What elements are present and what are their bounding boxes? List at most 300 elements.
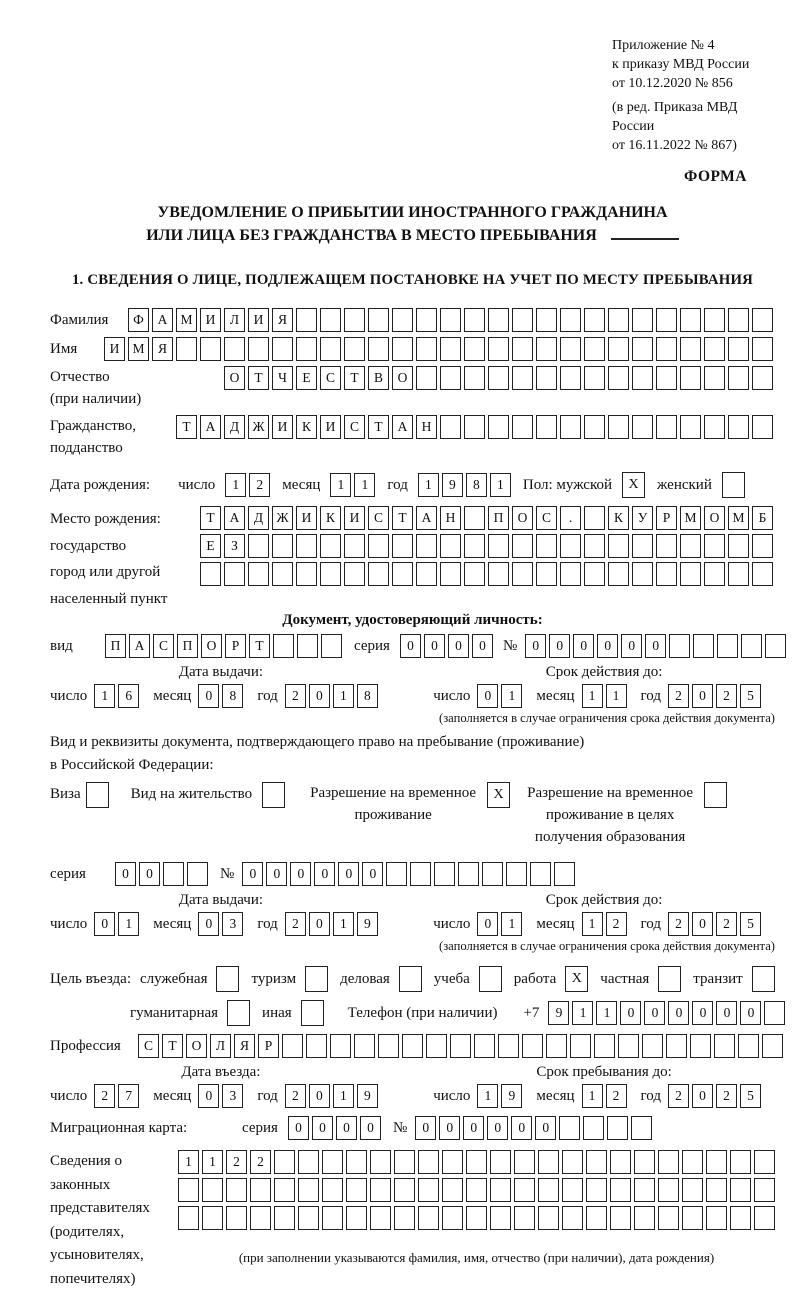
char-cell	[488, 562, 509, 586]
char-cell	[560, 562, 581, 586]
char-cell: 1	[477, 1084, 498, 1108]
char-cell	[610, 1206, 631, 1230]
char-cell	[296, 562, 317, 586]
identity-issue-date	[50, 684, 392, 708]
char-cell	[618, 1034, 639, 1058]
char-cell: 2	[285, 684, 306, 708]
citizenship-label	[50, 415, 176, 459]
char-cell	[466, 1150, 487, 1174]
char-cell	[226, 1178, 247, 1202]
char-cell: А	[152, 308, 173, 332]
char-cell: 0	[266, 862, 287, 886]
char-cell: К	[608, 506, 629, 530]
char-cell	[442, 1150, 463, 1174]
char-cell: 9	[501, 1084, 522, 1108]
residence-intro-line2: в Российской Федерации:	[50, 757, 775, 774]
char-cell: 0	[692, 684, 713, 708]
char-cell	[632, 562, 653, 586]
char-cell	[506, 862, 527, 886]
char-cell	[322, 1206, 343, 1230]
char-cell	[320, 534, 341, 558]
char-cell: Ф	[128, 308, 149, 332]
char-cell: 0	[115, 862, 136, 886]
char-cell	[586, 1150, 607, 1174]
char-cell	[584, 308, 605, 332]
residence-intro-line1: Вид и реквизиты документа, подтверждающего право на пребывание (проживание)	[50, 734, 775, 751]
char-cell: О	[512, 506, 533, 530]
char-cell: 0	[477, 684, 498, 708]
char-cell	[608, 415, 629, 439]
char-cell	[608, 308, 629, 332]
char-cell: Т	[248, 366, 269, 390]
char-cell: Р	[656, 506, 677, 530]
annex-note	[612, 36, 775, 155]
char-cell	[512, 337, 533, 361]
char-cell: Т	[162, 1034, 183, 1058]
representatives-boxes-row3	[178, 1206, 775, 1230]
char-cell: Р	[258, 1034, 279, 1058]
char-cell: А	[200, 415, 221, 439]
char-cell: 0	[645, 634, 666, 658]
char-cell: 6	[118, 684, 139, 708]
char-cell	[402, 1034, 423, 1058]
char-cell	[346, 1178, 367, 1202]
char-cell	[730, 1178, 751, 1202]
char-cell: Б	[752, 506, 773, 530]
residence-permit-checkbox	[262, 782, 285, 808]
char-cell	[474, 1034, 495, 1058]
char-cell	[594, 1034, 615, 1058]
representatives-boxes-row1	[178, 1150, 775, 1174]
char-cell	[559, 1116, 580, 1140]
identity-issue-col	[50, 664, 392, 726]
year-label: год	[641, 912, 661, 936]
char-cell	[274, 1178, 295, 1202]
char-cell: И	[296, 506, 317, 530]
char-cell	[634, 1150, 655, 1174]
char-cell	[512, 366, 533, 390]
char-cell	[584, 337, 605, 361]
char-cell: 9	[357, 912, 378, 936]
residence-permit-option	[131, 782, 285, 808]
char-cell: 2	[606, 1084, 627, 1108]
char-cell	[680, 337, 701, 361]
char-cell	[562, 1178, 583, 1202]
char-cell: 0	[692, 1001, 713, 1025]
char-cell	[250, 1206, 271, 1230]
char-cell: 0	[549, 634, 570, 658]
char-cell	[176, 337, 197, 361]
char-cell	[368, 562, 389, 586]
char-cell: 1	[94, 684, 115, 708]
char-cell	[656, 308, 677, 332]
char-cell	[560, 366, 581, 390]
char-cell: 2	[668, 912, 689, 936]
representatives-label-line: Сведения о	[50, 1150, 178, 1174]
doc-kind-boxes	[105, 634, 342, 658]
char-cell	[488, 308, 509, 332]
char-cell: 2	[716, 684, 737, 708]
char-cell	[642, 1034, 663, 1058]
migration-number-label: №	[393, 1116, 407, 1140]
char-cell: 1	[202, 1150, 223, 1174]
year-label: год	[641, 684, 661, 708]
residence-number-label: №	[220, 862, 234, 886]
char-cell	[392, 308, 413, 332]
residence-valid-heading: Срок действия до:	[433, 892, 775, 909]
stay-year	[668, 1084, 761, 1108]
char-cell: 5	[740, 684, 761, 708]
representatives-labels	[50, 1150, 178, 1291]
char-cell: X	[622, 472, 645, 498]
identity-issue-year	[285, 684, 378, 708]
char-cell	[298, 1150, 319, 1174]
residence-valid-month	[582, 912, 627, 936]
entry-date-heading: Дата въезда:	[50, 1064, 392, 1081]
char-cell	[440, 534, 461, 558]
representatives-caption: (при заполнении указываются фамилия, имя, отчество (при наличии), дата рождения)	[178, 1250, 775, 1266]
char-cell: П	[105, 634, 126, 658]
page-title-line2	[50, 224, 775, 247]
char-cell: 1	[501, 912, 522, 936]
citizenship-label-line1: Гражданство,	[50, 418, 136, 434]
char-cell	[282, 1034, 303, 1058]
birth-place-boxes-row1	[200, 506, 773, 530]
char-cell: 0	[535, 1116, 556, 1140]
doc-series-label: серия	[354, 634, 390, 658]
char-cell	[418, 1150, 439, 1174]
char-cell	[200, 337, 221, 361]
char-cell	[583, 1116, 604, 1140]
identity-valid-note: (заполняется в случае ограничения срока действия документа)	[433, 711, 775, 726]
sex-female-label: женский	[657, 473, 712, 497]
char-cell	[248, 562, 269, 586]
char-cell	[717, 634, 738, 658]
char-cell	[608, 534, 629, 558]
identity-issue-month	[198, 684, 243, 708]
profession-boxes	[138, 1034, 783, 1058]
annex-line: Приложение № 4	[612, 36, 775, 55]
visa-option	[50, 782, 109, 808]
char-cell	[399, 966, 422, 992]
char-cell	[656, 337, 677, 361]
char-cell	[560, 337, 581, 361]
char-cell	[584, 506, 605, 530]
residence-series-label: серия	[50, 862, 105, 886]
char-cell: 1	[606, 684, 627, 708]
representatives-boxes	[178, 1150, 775, 1291]
char-cell	[368, 337, 389, 361]
char-cell	[416, 534, 437, 558]
char-cell: Т	[200, 506, 221, 530]
char-cell	[416, 366, 437, 390]
char-cell: 0	[309, 1084, 330, 1108]
char-cell	[607, 1116, 628, 1140]
char-cell	[512, 415, 533, 439]
char-cell: 0	[740, 1001, 761, 1025]
stay-until-col	[433, 1064, 775, 1108]
visa-label: Виза	[50, 782, 81, 806]
char-cell: 0	[525, 634, 546, 658]
char-cell: Ж	[272, 506, 293, 530]
char-cell: 0	[644, 1001, 665, 1025]
char-cell	[608, 337, 629, 361]
char-cell	[669, 634, 690, 658]
char-cell: 9	[548, 1001, 569, 1025]
purpose-other-label: иная	[262, 1001, 292, 1025]
char-cell: 0	[448, 634, 469, 658]
char-cell	[634, 1206, 655, 1230]
char-cell	[273, 634, 294, 658]
char-cell	[440, 415, 461, 439]
purpose-private-checkbox	[658, 966, 681, 992]
purpose-tourism-label: туризм	[251, 967, 296, 991]
char-cell	[178, 1206, 199, 1230]
char-cell	[680, 308, 701, 332]
char-cell: С	[320, 366, 341, 390]
patronymic-row	[50, 366, 775, 410]
identity-doc-dates	[50, 664, 775, 726]
char-cell: 1	[582, 684, 603, 708]
char-cell: 0	[312, 1116, 333, 1140]
patronymic-boxes	[224, 366, 773, 390]
profession-label: Профессия	[50, 1034, 138, 1058]
char-cell: 0	[336, 1116, 357, 1140]
char-cell	[728, 308, 749, 332]
char-cell: М	[728, 506, 749, 530]
char-cell: А	[392, 415, 413, 439]
month-label: месяц	[536, 912, 574, 936]
char-cell	[632, 415, 653, 439]
char-cell	[631, 1116, 652, 1140]
char-cell	[680, 415, 701, 439]
purpose-work-checkbox	[565, 966, 588, 992]
temp-residence-edu-label: Разрешение на временное проживание в целях получения образования	[526, 782, 694, 848]
day-label: число	[433, 684, 470, 708]
char-cell: Л	[224, 308, 245, 332]
char-cell	[368, 308, 389, 332]
char-cell	[730, 1150, 751, 1174]
char-cell: А	[129, 634, 150, 658]
char-cell	[656, 366, 677, 390]
char-cell: 2	[606, 912, 627, 936]
char-cell: 1	[490, 473, 511, 497]
char-cell: 1	[178, 1150, 199, 1174]
char-cell: 0	[314, 862, 335, 886]
forma-label: ФОРМА	[50, 168, 747, 186]
char-cell	[658, 1150, 679, 1174]
char-cell: С	[536, 506, 557, 530]
char-cell	[752, 308, 773, 332]
char-cell: 0	[716, 1001, 737, 1025]
char-cell	[693, 634, 714, 658]
char-cell: 0	[360, 1116, 381, 1140]
given-name-label: Имя	[50, 337, 104, 361]
char-cell: 2	[716, 1084, 737, 1108]
sex-label: Пол: мужской	[523, 473, 612, 497]
char-cell: 0	[242, 862, 263, 886]
char-cell	[416, 562, 437, 586]
month-label: месяц	[536, 1084, 574, 1108]
identity-valid-day	[477, 684, 522, 708]
char-cell: Д	[224, 415, 245, 439]
char-cell	[704, 534, 725, 558]
identity-valid-month	[582, 684, 627, 708]
phone-label: Телефон (при наличии)	[348, 1001, 498, 1025]
char-cell: 1	[354, 473, 375, 497]
profession-row	[50, 1034, 775, 1058]
char-cell: 8	[466, 473, 487, 497]
char-cell	[392, 337, 413, 361]
purpose-business-checkbox	[399, 966, 422, 992]
doc-series-boxes	[400, 634, 493, 658]
char-cell: 0	[668, 1001, 689, 1025]
char-cell	[536, 534, 557, 558]
char-cell	[378, 1034, 399, 1058]
char-cell	[536, 415, 557, 439]
char-cell: 1	[225, 473, 246, 497]
migration-series-boxes	[288, 1116, 381, 1140]
char-cell	[354, 1034, 375, 1058]
day-label: число	[433, 1084, 470, 1108]
char-cell: Л	[210, 1034, 231, 1058]
char-cell: 3	[222, 1084, 243, 1108]
year-label: год	[641, 1084, 661, 1108]
doc-number-label: №	[503, 634, 517, 658]
char-cell: 3	[222, 912, 243, 936]
annex-edit-line: от 16.11.2022 № 867)	[612, 136, 775, 155]
doc-kind-label: вид	[50, 634, 105, 658]
char-cell	[320, 337, 341, 361]
char-cell: Я	[234, 1034, 255, 1058]
residence-issue-date	[50, 912, 392, 936]
temp-residence-edu-checkbox	[704, 782, 727, 808]
char-cell: 0	[309, 684, 330, 708]
char-cell: Ч	[272, 366, 293, 390]
patronymic-label	[50, 366, 224, 410]
identity-issue-day	[94, 684, 139, 708]
day-label: число	[50, 684, 87, 708]
char-cell: Я	[152, 337, 173, 361]
residence-issue-year	[285, 912, 378, 936]
char-cell: 2	[249, 473, 270, 497]
residence-issue-heading: Дата выдачи:	[50, 892, 392, 909]
char-cell: Ж	[248, 415, 269, 439]
birth-place-boxes-row3	[200, 562, 773, 586]
char-cell	[416, 337, 437, 361]
char-cell	[728, 337, 749, 361]
char-cell	[706, 1178, 727, 1202]
char-cell	[536, 337, 557, 361]
char-cell	[634, 1178, 655, 1202]
char-cell: 0	[620, 1001, 641, 1025]
char-cell: К	[296, 415, 317, 439]
char-cell	[305, 966, 328, 992]
char-cell	[730, 1206, 751, 1230]
purpose-business-label: деловая	[340, 967, 390, 991]
char-cell	[658, 966, 681, 992]
char-cell	[394, 1206, 415, 1230]
char-cell: 0	[621, 634, 642, 658]
purpose-private-label: частная	[600, 967, 649, 991]
char-cell: 1	[582, 1084, 603, 1108]
residence-valid-note: (заполняется в случае ограничения срока действия документа)	[433, 939, 775, 954]
char-cell: 0	[309, 912, 330, 936]
char-cell	[464, 415, 485, 439]
purpose-tourism-checkbox	[305, 966, 328, 992]
birth-month-boxes	[330, 473, 375, 497]
page-title-line2-text: ИЛИ ЛИЦА БЕЗ ГРАЖДАНСТВА В МЕСТО ПРЕБЫВАНИЯ	[146, 227, 597, 244]
char-cell: О	[392, 366, 413, 390]
char-cell: З	[224, 534, 245, 558]
char-cell: 1	[118, 912, 139, 936]
birth-place-boxes	[200, 506, 773, 590]
birth-place-labels	[50, 506, 200, 612]
char-cell	[704, 337, 725, 361]
char-cell: 9	[357, 1084, 378, 1108]
char-cell: 0	[362, 862, 383, 886]
char-cell	[610, 1150, 631, 1174]
char-cell	[562, 1150, 583, 1174]
char-cell	[656, 562, 677, 586]
char-cell: 0	[424, 634, 445, 658]
char-cell	[226, 1206, 247, 1230]
char-cell	[464, 534, 485, 558]
birth-day-label: число	[178, 473, 215, 497]
sex-female-checkbox	[722, 472, 745, 498]
birth-place-row	[50, 506, 775, 612]
char-cell	[464, 562, 485, 586]
char-cell: 0	[463, 1116, 484, 1140]
char-cell: 0	[139, 862, 160, 886]
char-cell	[440, 337, 461, 361]
char-cell	[368, 534, 389, 558]
residence-issue-day	[94, 912, 139, 936]
month-label: месяц	[153, 912, 191, 936]
char-cell	[752, 337, 773, 361]
char-cell: 0	[198, 684, 219, 708]
char-cell	[704, 308, 725, 332]
char-cell	[536, 308, 557, 332]
char-cell: 2	[250, 1150, 271, 1174]
birth-place-boxes-row2	[200, 534, 773, 558]
char-cell: 0	[573, 634, 594, 658]
residence-issue-month	[198, 912, 243, 936]
identity-valid-col	[433, 664, 775, 726]
char-cell	[490, 1150, 511, 1174]
stay-until-date	[433, 1084, 775, 1108]
char-cell	[370, 1178, 391, 1202]
representatives-label-line: попечителях)	[50, 1268, 178, 1291]
char-cell: 5	[740, 912, 761, 936]
entry-dates	[50, 1064, 775, 1108]
char-cell: П	[177, 634, 198, 658]
char-cell	[584, 366, 605, 390]
month-label: месяц	[153, 1084, 191, 1108]
char-cell	[488, 415, 509, 439]
char-cell	[728, 562, 749, 586]
char-cell: Е	[200, 534, 221, 558]
char-cell	[298, 1206, 319, 1230]
char-cell	[680, 534, 701, 558]
char-cell	[546, 1034, 567, 1058]
residence-valid-year	[668, 912, 761, 936]
char-cell: 8	[357, 684, 378, 708]
char-cell	[514, 1178, 535, 1202]
char-cell	[344, 534, 365, 558]
residence-valid-col	[433, 892, 775, 954]
char-cell	[658, 1178, 679, 1202]
